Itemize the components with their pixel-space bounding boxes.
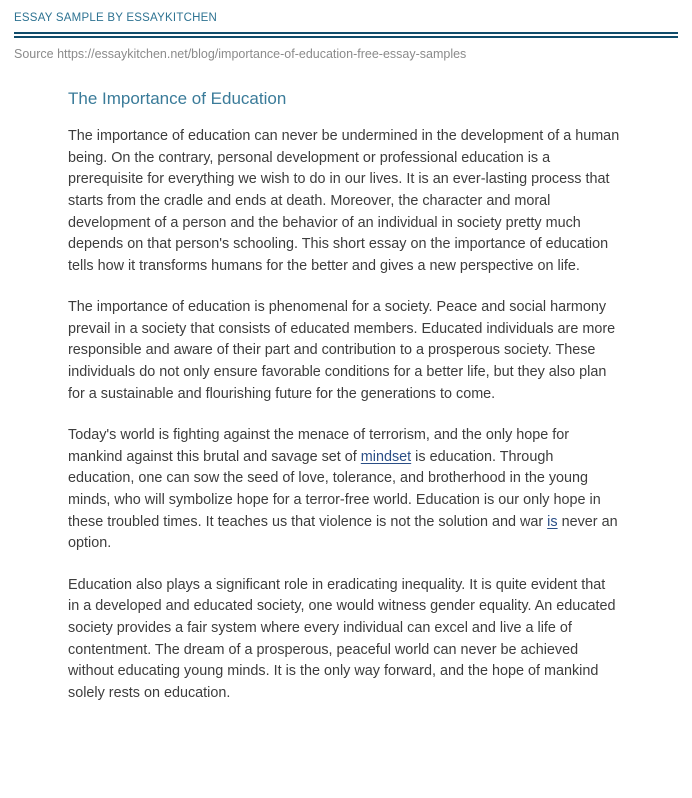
paragraph-list (68, 126, 620, 704)
body-paragraph: Today's world is fighting against the menace of terrorism, and the only hope for mankind against this brutal and savage set of mindset is education. Through education, one can sow the seed of love, tolerance, and brotherhood in the young minds, who will symbolize hope for a terror-free world. Education is our only hope in these troubled times. It teaches us that violence is not the solution and war is never an option. (68, 427, 618, 552)
essay-sample-kicker: ESSAY SAMPLE BY ESSAYKITCHEN (14, 12, 218, 24)
underlined-term[interactable]: is (547, 513, 558, 530)
page-title: The Importance of Education (68, 89, 287, 109)
body-paragraph: Education also plays a significant role in eradicating inequality. It is quite evident that in a developed and educated society, one would witness gender equality. An educated society provides a fair system where every individual can excel and live a life of contentment. The dream of a prosperous, peaceful world can never be achieved without educating young minds. It is the only way forward, and the hope of mankind solely rests on education. (68, 576, 616, 701)
body-paragraph: The importance of education is phenomenal for a society. Peace and social harmony prevail in a society that consists of educated members. Educated individuals are more responsible and aware of their part and contribution to a prosperous society. These individuals do not only ensure favorable conditions for a better life, but they also plan for a sustainable and flourishing future for the generations to come. (68, 299, 616, 402)
source-url-line: Source https://essaykitchen.net/blog/importance-of-education-free-essay-samples (14, 46, 467, 61)
body-paragraph: The importance of education can never be undermined in the development of a human being. On the contrary, personal development or professional education is a prerequisite for everything we wish to do in our lives. It is an ever-lasting process that starts from the cradle and ends at death. Moreover, the character and moral development of a person and the behavior of an individual in society pretty much depends on that person's schooling. This short essay on the importance of education tells how it transforms humans for the better and gives a new perspective on life. (68, 128, 620, 274)
header-divider-rule (14, 32, 678, 38)
article-body (0, 88, 692, 704)
underlined-term[interactable]: mindset (360, 448, 412, 465)
document-header (0, 0, 692, 26)
